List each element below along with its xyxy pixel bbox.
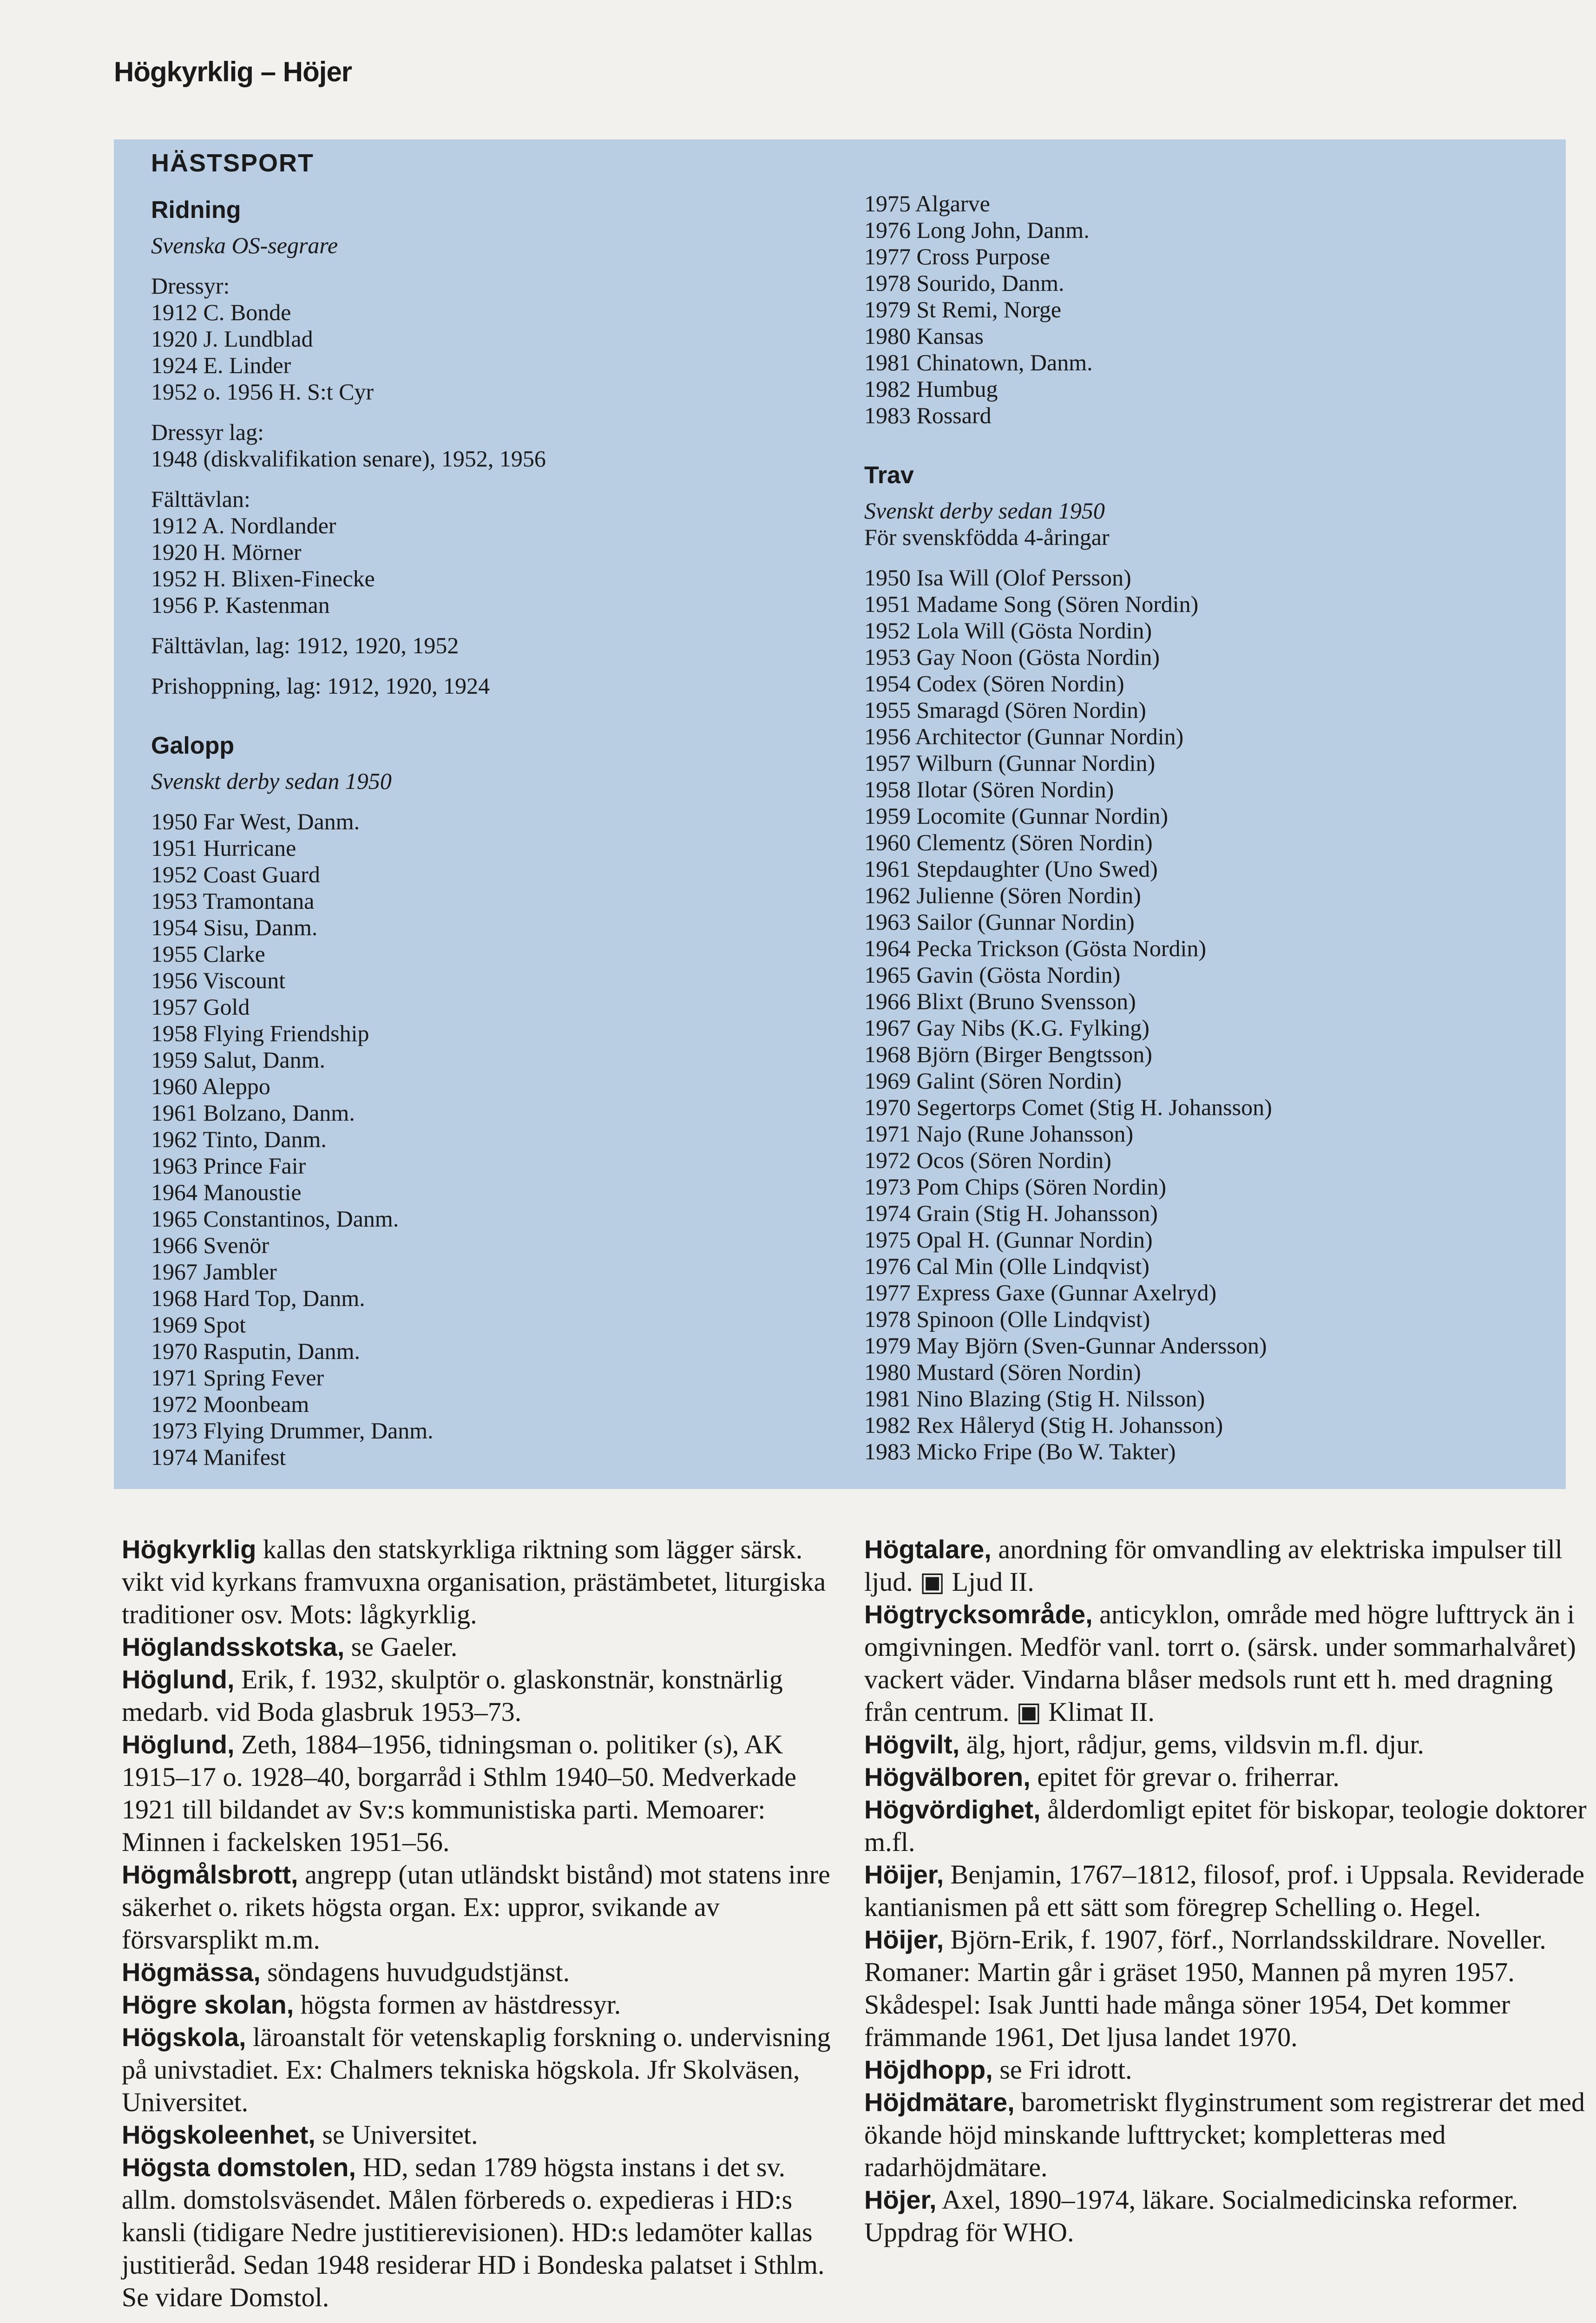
list-item: 1974 Manifest <box>151 1444 286 1470</box>
list-item: 1961 Stepdaughter (Uno Swed) <box>864 856 1158 882</box>
list-item: 1971 Spring Fever <box>151 1365 324 1391</box>
list-item: 1963 Prince Fair <box>151 1153 306 1179</box>
list-item: 1975 Opal H. (Gunnar Nordin) <box>864 1227 1153 1253</box>
entry-text: Zeth, 1884–1956, tidningsman o. politiker (s), AK 1915–17 o. 1928–40, borgarråd i Sthlm 1940–50. Medverkade 1921 till bildandet av Sv:s kommunistiska parti. Memoarer: Minnen i fackelsken 1951–56. <box>122 1729 796 1857</box>
entry-text: anordning för omvandling av elektriska impulser till ljud. ▣ Ljud II. <box>864 1534 1563 1597</box>
list-item: 1964 Pecka Trickson (Gösta Nordin) <box>864 935 1207 961</box>
list-item: 1970 Rasputin, Danm. <box>151 1338 360 1364</box>
entry-text: barometriskt flyginstrument som registrerar det med ökande höjd minskande lufttrycket; kompletteras med radarhöjdmätare. <box>864 2087 1585 2182</box>
entry-headword: Högmålsbrott, <box>122 1860 298 1889</box>
prishoppning-lag: Prishoppning, lag: 1912, 1920, 1924 <box>151 673 490 699</box>
trav-list <box>864 564 1538 1465</box>
list-item: 1966 Svenör <box>151 1232 269 1258</box>
entry-headword: Högvördighet, <box>864 1795 1041 1824</box>
dressyr-list <box>151 299 825 405</box>
list-item: 1983 Rossard <box>864 402 992 428</box>
os-heading: Svenska OS-segrare <box>151 232 338 258</box>
galopp-list <box>151 808 825 1470</box>
entry-text: Axel, 1890–1974, läkare. Socialmedicinska reformer. Uppdrag för WHO. <box>864 2185 1518 2247</box>
list-item: 1976 Cal Min (Olle Lindqvist) <box>864 1253 1149 1279</box>
list-item: 1959 Locomite (Gunnar Nordin) <box>864 803 1169 829</box>
entry-text: Erik, f. 1932, skulptör o. glaskonstnär, konstnärlig medarb. vid Boda glasbruk 1953–73. <box>122 1664 783 1727</box>
hastsport-panel <box>114 139 1566 1489</box>
list-item: 1967 Gay Nibs (K.G. Fylking) <box>864 1015 1149 1041</box>
list-item: 1974 Grain (Stig H. Johansson) <box>864 1200 1158 1226</box>
entry-text: Björn-Erik, f. 1907, förf., Norrlandsskildrare. Noveller. Romaner: Martin går i gräset 1950, Mannen på myren 1957. Skådespel: Isak Juntti hade många söner 1954, Det kommer främmande 1961, Det ljusa landet 1970. <box>864 1924 1546 2052</box>
list-item: 1951 Madame Song (Sören Nordin) <box>864 591 1199 617</box>
list-item: 1978 Sourido, Danm. <box>864 270 1064 296</box>
list-item: 1975 Algarve <box>864 190 990 217</box>
running-head: Högkyrklig – Höjer <box>114 56 352 87</box>
dictionary-entry <box>864 1858 1589 1923</box>
galopp-heading: Galopp <box>151 732 235 759</box>
entry-text: älg, hjort, rådjur, gems, vildsvin m.fl. djur. <box>959 1729 1425 1759</box>
list-item: 1973 Flying Drummer, Danm. <box>151 1417 433 1444</box>
entry-text: Benjamin, 1767–1812, filosof, prof. i Uppsala. Reviderade kantianismen på ett sätt som föregrep Schelling o. Hegel. <box>864 1859 1585 1922</box>
dictionary-entry <box>864 1598 1589 1728</box>
list-item: 1951 Hurricane <box>151 835 296 861</box>
dictionary-entry <box>864 2086 1589 2184</box>
list-item: 1962 Julienne (Sören Nordin) <box>864 882 1141 908</box>
list-item: 1956 Architector (Gunnar Nordin) <box>864 723 1184 749</box>
dictionary-entry <box>864 2054 1589 2086</box>
entry-headword: Högskola, <box>122 2022 246 2052</box>
dictionary-entry <box>122 1631 847 1663</box>
trav-sub: Svenskt derby sedan 1950 <box>864 498 1105 524</box>
list-item: 1983 Micko Fripe (Bo W. Takter) <box>864 1438 1176 1464</box>
ridning-heading: Ridning <box>151 197 241 223</box>
dictionary-entry <box>122 1728 847 1858</box>
dressyr-label: Dressyr: <box>151 273 230 299</box>
list-item: 1972 Moonbeam <box>151 1391 309 1417</box>
list-item: 1961 Bolzano, Danm. <box>151 1100 355 1126</box>
dictionary-entry <box>864 1793 1589 1858</box>
list-item: 1952 H. Blixen-Finecke <box>151 565 375 591</box>
list-item: 1980 Kansas <box>864 323 984 349</box>
dictionary-entry <box>864 1728 1589 1761</box>
list-item: 1966 Blixt (Bruno Svensson) <box>864 988 1136 1014</box>
list-item: 1952 Coast Guard <box>151 861 320 887</box>
dictionary-entry <box>122 2151 847 2314</box>
list-item: 1965 Gavin (Gösta Nordin) <box>864 962 1121 988</box>
list-item: 1924 E. Linder <box>151 352 291 378</box>
list-item: 1972 Ocos (Sören Nordin) <box>864 1147 1111 1173</box>
entry-headword: Höglandsskotska, <box>122 1632 345 1661</box>
list-item: 1956 Viscount <box>151 967 286 993</box>
dressyr-lag: 1948 (diskvalifikation senare), 1952, 1956 <box>151 446 546 472</box>
entry-text: se Fri idrott. <box>992 2054 1132 2085</box>
dictionary-entry <box>122 1858 847 1956</box>
entry-text: epitet för grevar o. friherrar. <box>1030 1762 1340 1792</box>
list-item: 1982 Humbug <box>864 376 998 402</box>
entry-text: ålderdomligt epitet för biskopar, teologie doktorer m.fl. <box>864 1794 1587 1857</box>
entries-left-column <box>122 1533 847 2314</box>
list-item: 1976 Long John, Danm. <box>864 217 1090 243</box>
galopp-sub: Svenskt derby sedan 1950 <box>151 768 392 794</box>
entry-headword: Höjdmätare, <box>864 2087 1015 2117</box>
falttavlan-label: Fälttävlan: <box>151 486 250 512</box>
entry-text: kallas den statskyrkliga riktning som lägger särsk. vikt vid kyrkans framvuxna organisation, prästämbetet, liturgiska traditioner osv. Mots: lågkyrklig. <box>122 1534 826 1629</box>
list-item: 1912 C. Bonde <box>151 299 291 325</box>
dictionary-entry <box>864 1761 1589 1793</box>
list-item: 1952 o. 1956 H. S:t Cyr <box>151 379 374 405</box>
list-item: 1954 Sisu, Danm. <box>151 914 318 940</box>
list-item: 1979 May Björn (Sven-Gunnar Andersson) <box>864 1332 1267 1358</box>
entry-headword: Högmässa, <box>122 1957 261 1987</box>
panel-right-column <box>864 190 1538 1465</box>
dressyr-lag-label: Dressyr lag: <box>151 419 264 445</box>
list-item: 1968 Björn (Birger Bengtsson) <box>864 1041 1152 1067</box>
trav-sub2: För svenskfödda 4-åringar <box>864 524 1110 550</box>
entry-text: söndagens huvudgudstjänst. <box>260 1957 570 1987</box>
list-item: 1977 Cross Purpose <box>864 243 1051 269</box>
trav-heading: Trav <box>864 462 914 489</box>
list-item: 1920 J. Lundblad <box>151 326 313 352</box>
dictionary-entry <box>122 1663 847 1728</box>
list-item: 1969 Galint (Sören Nordin) <box>864 1068 1122 1094</box>
list-item: 1920 H. Mörner <box>151 539 302 565</box>
list-item: 1950 Isa Will (Olof Persson) <box>864 564 1131 591</box>
entry-text: se Gaeler. <box>344 1632 458 1662</box>
entry-headword: Höijer, <box>864 1925 944 1954</box>
entry-headword: Högtalare, <box>864 1535 992 1564</box>
entry-headword: Högtrycksområde, <box>864 1600 1093 1629</box>
list-item: 1969 Spot <box>151 1312 246 1338</box>
falttavlan-list <box>151 512 825 618</box>
list-item: 1965 Constantinos, Danm. <box>151 1206 399 1232</box>
list-item: 1959 Salut, Danm. <box>151 1047 325 1073</box>
list-item: 1979 St Remi, Norge <box>864 296 1062 322</box>
list-item: 1957 Wilburn (Gunnar Nordin) <box>864 750 1156 776</box>
entries-right-column <box>864 1533 1589 2249</box>
entry-headword: Höjdhopp, <box>864 2055 993 2084</box>
entry-headword: Högvilt, <box>864 1730 960 1759</box>
list-item: 1960 Aleppo <box>151 1073 270 1099</box>
entry-text: högsta formen av hästdressyr. <box>294 1989 621 2020</box>
list-item: 1955 Clarke <box>151 941 265 967</box>
list-item: 1978 Spinoon (Olle Lindqvist) <box>864 1306 1150 1332</box>
list-item: 1977 Express Gaxe (Gunnar Axelryd) <box>864 1280 1217 1306</box>
list-item: 1953 Gay Noon (Gösta Nordin) <box>864 644 1160 670</box>
galopp-cont-list <box>864 190 1538 429</box>
list-item: 1956 P. Kastenman <box>151 592 330 618</box>
entry-text: se Universitet. <box>315 2120 478 2150</box>
entry-headword: Höjer, <box>864 2185 937 2214</box>
list-item: 1982 Rex Håleryd (Stig H. Johansson) <box>864 1412 1223 1438</box>
entry-headword: Höglund, <box>122 1665 235 1694</box>
list-item: 1957 Gold <box>151 994 250 1020</box>
list-item: 1955 Smaragd (Sören Nordin) <box>864 697 1146 723</box>
dictionary-entry <box>864 1533 1589 1598</box>
list-item: 1954 Codex (Sören Nordin) <box>864 670 1124 696</box>
dictionary-entry <box>122 1988 847 2021</box>
panel-left-column <box>151 149 825 1470</box>
list-item: 1963 Sailor (Gunnar Nordin) <box>864 909 1135 935</box>
entry-text: HD, sedan 1789 högsta instans i det sv. allm. domstolsväsendet. Målen förbereds o. expedieras i HD:s kansli (tidigare Nedre justitierevisionen). HD:s ledamöter kallas justitieråd. Sedan 1948 residerar HD i Bondeska palatset i Sthlm. Se vidare Domstol. <box>122 2152 825 2312</box>
list-item: 1960 Clementz (Sören Nordin) <box>864 829 1153 855</box>
list-item: 1912 A. Nordlander <box>151 512 336 538</box>
list-item: 1970 Segertorps Comet (Stig H. Johansson) <box>864 1094 1272 1120</box>
entry-headword: Högskoleenhet, <box>122 2120 315 2149</box>
dictionary-entry <box>122 1533 847 1631</box>
dictionary-entry <box>122 2119 847 2151</box>
dictionary-entry <box>122 2021 847 2119</box>
list-item: 1968 Hard Top, Danm. <box>151 1285 365 1311</box>
entry-text: angrepp (utan utländskt bistånd) mot statens inre säkerhet o. rikets högsta organ. Ex: uppror, svikande av försvarsplikt m.m. <box>122 1859 830 1955</box>
list-item: 1950 Far West, Danm. <box>151 808 360 834</box>
list-item: 1953 Tramontana <box>151 888 315 914</box>
list-item: 1981 Chinatown, Danm. <box>864 349 1093 375</box>
list-item: 1952 Lola Will (Gösta Nordin) <box>864 617 1152 643</box>
dictionary-entry <box>864 1923 1589 2054</box>
entry-headword: Högvälboren, <box>864 1762 1031 1791</box>
entry-headword: Högkyrklig <box>122 1535 256 1564</box>
list-item: 1967 Jambler <box>151 1259 277 1285</box>
falttavlan-lag: Fälttävlan, lag: 1912, 1920, 1952 <box>151 632 459 658</box>
list-item: 1980 Mustard (Sören Nordin) <box>864 1359 1141 1385</box>
list-item: 1958 Ilotar (Sören Nordin) <box>864 776 1114 802</box>
panel-title: HÄSTSPORT <box>151 149 315 177</box>
entry-headword: Högsta domstolen, <box>122 2152 356 2182</box>
list-item: 1962 Tinto, Danm. <box>151 1126 327 1152</box>
entry-headword: Höglund, <box>122 1730 235 1759</box>
list-item: 1973 Pom Chips (Sören Nordin) <box>864 1174 1166 1200</box>
list-item: 1971 Najo (Rune Johansson) <box>864 1121 1134 1147</box>
list-item: 1981 Nino Blazing (Stig H. Nilsson) <box>864 1385 1205 1411</box>
dictionary-entry <box>122 1956 847 1988</box>
entry-text: läroanstalt för vetenskaplig forskning o. undervisning på univstadiet. Ex: Chalmers tekniska högskola. Jfr Skolväsen, Universitet. <box>122 2022 831 2117</box>
dictionary-entry <box>864 2184 1589 2249</box>
entry-text: anticyklon, område med högre lufttryck än i omgivningen. Medför vanl. torrt o. (särsk. under sommarhalvåret) vackert väder. Vindarna blåser medsols runt ett h. med dragning från centrum. ▣ Klimat II. <box>864 1599 1576 1727</box>
list-item: 1958 Flying Friendship <box>151 1020 369 1046</box>
list-item: 1964 Manoustie <box>151 1179 302 1205</box>
entry-headword: Höijer, <box>864 1860 944 1889</box>
entry-headword: Högre skolan, <box>122 1990 294 2019</box>
